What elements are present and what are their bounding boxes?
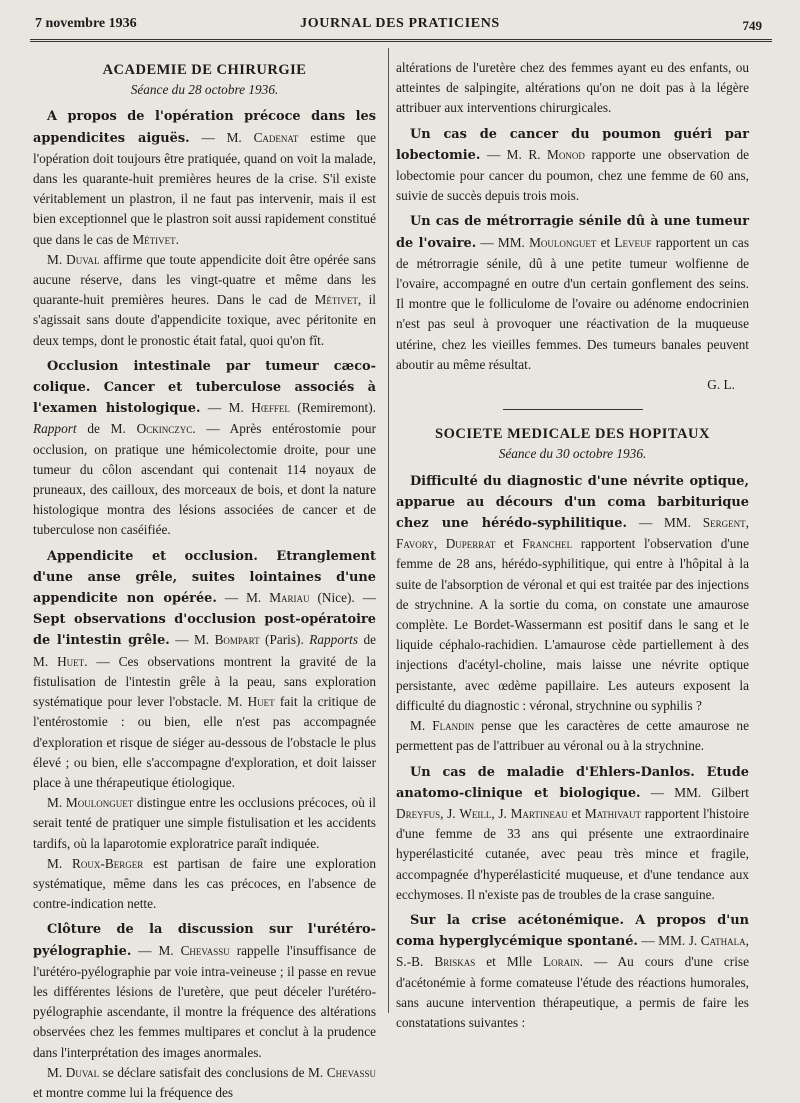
author-name: Roux-Berger: [72, 855, 144, 871]
article-title: Un cas de cancer du poumon guéri par lobectomie.: [396, 126, 749, 163]
author-name: Duval: [66, 251, 100, 267]
author-name: Franchel: [522, 536, 573, 552]
column-divider: [388, 48, 389, 1013]
paragraph-moulonguet: M. Moulonguet distingue entre les occlusions précoces, où il serait tenté de pratiquer une simple fistulisation et les accidents tardifs, où la laparotomie exploratrice paraît indiquée.: [33, 795, 376, 851]
page-number: 749: [742, 18, 762, 33]
issue-date: 7 novembre 1936: [35, 16, 137, 31]
author-name: Bompart: [214, 632, 260, 648]
article-appendicites: A propos de l'opération précoce dans les appendicites aiguës. — M. Cadenat estime que l'opération doit toujours être pratiquée, quand on voit la malade, dans les quarante-huit premières heures de la crise. S'il existe véritablement un plastron, il ne faut pas intervenir, mais il est bien exceptionnel que le plastron soit aussi rapidement constitué que dans le cas de Métivet.: [33, 109, 377, 247]
header-rule: [30, 39, 772, 40]
journal-title: JOURNAL DES PRATICIENS: [300, 16, 500, 31]
paragraph-duval: M. Duval affirme que toute appendicite doit être opérée sans aucune réserve, dans les vingt-quatre et même dans les quarante-huit premières heures. Dans le cad de Métivet, il s'agissait sans doute d'appendicite toxique, avec péritonite en deux temps, dont le pronostic était fatal, quoi qu'on fît.: [33, 251, 377, 348]
paragraph-roux-berger: M. Roux-Berger est partisan de faire une exploration systématique, même dans les cas précoces, en l'absence de contre-indication nette.: [33, 855, 376, 912]
author-name: Huet: [247, 694, 275, 710]
author-name: Leveuf: [614, 234, 652, 250]
author-name: Moulonguet: [65, 795, 134, 811]
continued-paragraph: altérations de l'uretère chez des femmes ayant eu des enfants, ou atteintes de salpingite, altérations qu'on ne doit pas à la légère attribuer aux interventions chirurgicales.: [396, 60, 749, 116]
paragraph-flandin: M. Flandin pense que les caractères de cette amaurose ne permettent pas de l'attribuer au véronal ou à la strychnine.: [396, 718, 749, 754]
article-nevrite-optique: Difficulté du diagnostic d'une névrite optique, apparue au décours d'un coma barbiturique chez une hérédo-syphilitique. — MM. Sergent, Favory, Duperrat et Franchel rapportent l'observation d'une femme de 28 ans, hérédo-syphilitique, qui entre à l'hôpital à la suite de l'absorption de véronal et qui est traitée par des injections de strychnine. A la sortie du coma, on constate une amaurose complète. Le Bordet-Wassermann est positif dans le sang et le liquide céphalo-rachidien. L'amaurose cède partiellement à des injections d'acétyl-choline, mais laisse une névrite optique persistante, avec œdème papillaire. Les auteurs exposent la difficulté du diagnostic : véronal, strychnine ou syphilis ?: [396, 473, 749, 713]
article-cancer-poumon: Un cas de cancer du poumon guéri par lobectomie. — M. R. Monod rapporte une observation de lobectomie pour cancer du poumon, chez une femme de 60 ans, suivie de succès depuis trois mois.: [396, 126, 749, 204]
author-name: Cathala: [700, 933, 746, 949]
author-name: Métivet: [132, 231, 176, 247]
article-title: Sur la crise acétonémique. A propos d'un coma hyperglycémique spontané.: [396, 912, 749, 950]
author-name: Hœffel: [251, 400, 290, 416]
author-name: Sergent: [702, 515, 746, 531]
author-name: Dreyfus: [396, 805, 441, 821]
article-title: Sept observations d'occlusion post-opératoire de l'intestin grêle.: [33, 612, 376, 649]
article-ehlers-danlos: Un cas de maladie d'Ehlers-Danlos. Etude anatomo-clinique et biologique. — MM. Gilbert Dreyfus, J. Weill, J. Martineau et Mathivaut rapportent l'histoire d'une femme de 33 ans qui présente une extraordinaire hyperélasticité cutanée, avec peau très mince et fragile, accompagnée d'hyperélasticité muqueuse, et d'une tendance aux ecchymoses. Il n'existe pas de troubles de la crase sanguine.: [396, 764, 750, 902]
author-name: Lorain: [543, 954, 580, 970]
article-title: Difficulté du diagnostic d'une névrite optique, apparue au décours d'un coma barbiturique chez une hérédo-syphilitique.: [396, 473, 749, 532]
author-name: Chevassu: [180, 942, 230, 958]
article-title: A propos de l'opération précoce dans les appendicites aiguës.: [33, 109, 376, 146]
article-metrorragie: Un cas de métrorragie sénile dû à une tumeur de l'ovaire. — MM. Moulonguet et Leveuf rapportent un cas de métrorragie sénile, dû à une petite tumeur wolfienne de l'ovaire, accompagné en outre d'un certain gonflement des seins. Il montre que le folliculome de l'ovaire ou adénome endocrinien n'est pas seul à provoquer une réactivation de la muqueuse utérine, chez les vieilles femmes. Des tumeurs banales peuvent aboutir au même résultat.: [396, 214, 749, 372]
author-name: Briskas: [434, 954, 476, 970]
author-name: Mariau: [269, 590, 310, 606]
session-date-academie: Séance du 28 octobre 1936.: [130, 82, 279, 98]
author-name: Monod: [547, 146, 585, 162]
session-date-hopitaux: Séance du 30 octobre 1936.: [498, 446, 647, 462]
author-name: Moulonguet: [529, 234, 597, 250]
author-name: Flandin: [432, 718, 475, 734]
article-occlusion-tumeur: Occlusion intestinale par tumeur cæco-colique. Cancer et tuberculose associés à l'examen histologique. — M. Hœffel (Remiremont). Rapport de M. Ockinczyc. — Après entérostomie pour occlusion, on pratique une hémicolectomie droite, pour une tumeur du côlon ascendant qui contenait 114 noyaux de pruneaux, des cailloux, des morceaux de bois, et dont la nature histologique montra des lésions associées de cancer et de tuberculose non caséifiée.: [33, 358, 376, 538]
author-name: Favory: [396, 536, 434, 552]
author-name: Ockinczyc: [136, 421, 193, 437]
page-header: [0, 14, 800, 38]
author-name: Mathivaut: [584, 805, 641, 821]
author-name: Martineau: [510, 805, 568, 821]
right-column: [396, 58, 749, 1033]
author-name: Chevassu: [326, 1064, 376, 1080]
article-uretero-pyelographie: Clôture de la discussion sur l'urétéro-pyélographie. — M. Chevassu rappelle l'insuffisance de l'urétéro-pyélographie par voie intra-veineuse ; il passe en revue les différentes lésions de l'uretère, que peut déceler l'urétéro-pyélographie ascendante, il montre la fréquence des altérations observées chez les femmes multipares et conclut à la prudence dans l'interprétation des images anormales.: [33, 922, 377, 1060]
article-title: Un cas de maladie d'Ehlers-Danlos. Etude anatomo-clinique et biologique.: [396, 764, 749, 801]
header-rule-double: [30, 41, 772, 42]
paragraph-duval-conclusion: M. Duval se déclare satisfait des conclusions de M. Chevassu et montre comme lui la fréquence des: [33, 1064, 376, 1100]
section-title-academie: ACADEMIE DE CHIRURGIE: [102, 62, 307, 78]
article-title: Clôture de la discussion sur l'urétéro-pyélographie.: [33, 922, 376, 959]
author-name: Weill: [459, 805, 492, 821]
article-title: Un cas de métrorragie sénile dû à une tumeur de l'ovaire.: [396, 214, 749, 251]
author-name: Huet: [57, 653, 85, 669]
article-title: Appendicite et occlusion. Etranglement d'une anse grêle, suites lointaines d'une appendicite non opérée.: [33, 548, 376, 607]
left-column: [33, 60, 376, 1103]
author-name: Duperrat: [445, 536, 496, 552]
article-title: Occlusion intestinale par tumeur cæco-colique. Cancer et tuberculose associés à l'examen histologique.: [33, 358, 376, 417]
author-name: Métivet: [314, 292, 358, 308]
signature: G. L.: [707, 377, 735, 393]
section-title-hopitaux: SOCIETE MEDICALE DES HOPITAUX: [435, 426, 710, 443]
author-name: Duval: [65, 1064, 100, 1080]
article-appendicite-occlusion: Appendicite et occlusion. Etranglement d'une anse grêle, suites lointaines d'une appendicite non opérée. — M. Mariau (Nice). — Sept observations d'occlusion post-opératoire de l'intestin grêle. — M. Bompart (Paris). Rapports de M. Huet. — Ces observations montrent la gravité de la fistulisation de l'intestin grêle à la peau, sans exploration systématique pour lever l'obstacle. M. Huet fait la critique de l'entérostomie : ou bien, elle n'est pas accompagnée d'exploration et risque de siéger au-dessous de l'obstacle le plus élevé ; ou bien, elle s'accompagne d'exploration, et doit laisser place à une thérapeutique étiologique.: [33, 548, 377, 790]
article-crise-acetonemique: Sur la crise acétonémique. A propos d'un coma hyperglycémique spontané. — MM. J. Cathala, S.-B. Briskas et Mlle Lorain. — Au cours d'une crise d'acétonémie à forme comateuse l'étude des réactions humorales, sans aucune intervention thérapeutique, a permis de faire les constatations suivantes :: [396, 912, 749, 1030]
section-separator: [503, 409, 643, 410]
author-name: Cadenat: [253, 129, 299, 145]
